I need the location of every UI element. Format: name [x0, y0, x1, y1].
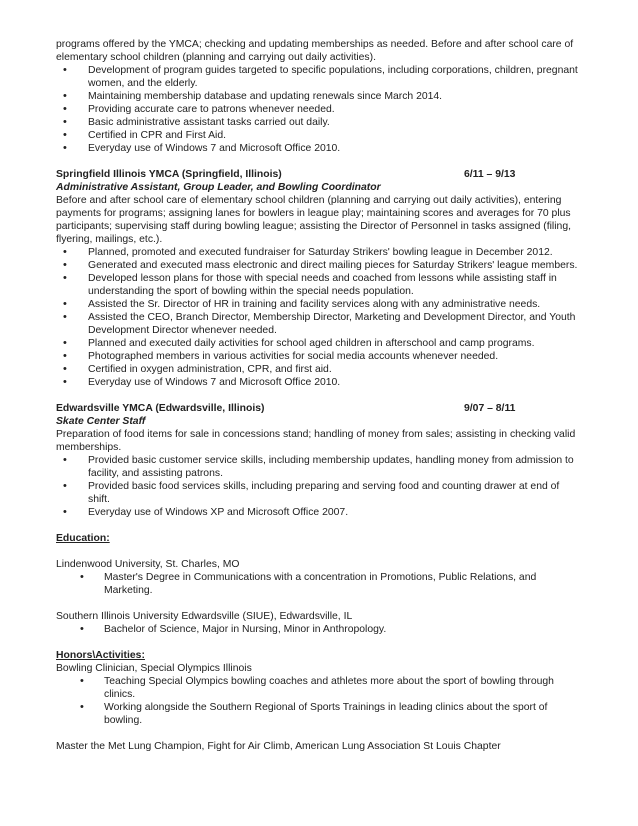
honors-heading: Honors\Activities: [56, 650, 145, 661]
job-dates: 9/07 – 8/11 [464, 403, 516, 414]
list-item: • Basic administrative assistant tasks carried out daily. [56, 116, 582, 129]
job-description: Before and after school care of elementary school children (planning and carrying out daily activities), entering payments for programs; assigning lanes for bowlers in league play; maintaining scores and averages for 70 plus participants; supervising staff during bowling league; assisting the Director of Personnel in tasks assigned (filing, flyering, mailings, etc.). [56, 195, 571, 245]
school-name: Lindenwood University, St. Charles, MO [56, 559, 240, 570]
degree-list [56, 623, 582, 636]
list-item: • Master's Degree in Communications with a concentration in Promotions, Public Relations, and Marketing. [56, 571, 582, 597]
list-item: • Photographed members in various activities for social media accounts whenever needed. [56, 350, 582, 363]
list-item: • Developed lesson plans for those with special needs and coached from lessons while assisting staff in understanding the sport of bowling within the special needs population. [56, 272, 582, 298]
resume-page [56, 38, 582, 753]
list-item: • Everyday use of Windows XP and Microsoft Office 2007. [56, 506, 582, 519]
degree-list [56, 571, 582, 597]
job-organization: Edwardsville YMCA (Edwardsville, Illinois) [56, 403, 265, 414]
job-description: Preparation of food items for sale in concessions stand; handling of money from sales; assisting in checking valid memberships. [56, 429, 576, 453]
intro-text: programs offered by the YMCA; checking and updating memberships as needed. Before and after school care of elementary school children (planning and carrying out daily activities). [56, 39, 574, 63]
job-role: Skate Center Staff [56, 416, 146, 427]
list-item: • Planned and executed daily activities for school aged children in afterschool and camp programs. [56, 337, 582, 350]
list-item: • Working alongside the Southern Regional of Sports Trainings in leading clinics about the sport of bowling. [56, 701, 582, 727]
job-bullet-list [56, 454, 582, 519]
honors-bullet-list [56, 675, 582, 727]
school-name: Southern Illinois University Edwardsville (SIUE), Edwardsville, IL [56, 611, 353, 622]
list-item: • Everyday use of Windows 7 and Microsoft Office 2010. [56, 142, 582, 155]
job-organization: Springfield Illinois YMCA (Springfield, Illinois) [56, 169, 282, 180]
list-item: • Assisted the CEO, Branch Director, Membership Director, Marketing and Development Director, and Youth Development Director whenever needed. [56, 311, 582, 337]
intro-bullet-list [56, 64, 582, 155]
list-item: • Providing accurate care to patrons whenever needed. [56, 103, 582, 116]
education-heading: Education: [56, 533, 110, 544]
list-item: • Assisted the Sr. Director of HR in training and facility services along with any administrative needs. [56, 298, 582, 311]
list-item: • Certified in CPR and First Aid. [56, 129, 582, 142]
list-item: • Everyday use of Windows 7 and Microsoft Office 2010. [56, 376, 582, 389]
list-item: • Maintaining membership database and updating renewals since March 2014. [56, 90, 582, 103]
job-header [56, 168, 582, 181]
list-item: • Development of program guides targeted to specific populations, including corporations, children, pregnant women, and the elderly. [56, 64, 582, 90]
honors-footer: Master the Met Lung Champion, Fight for Air Climb, American Lung Association St Louis Chapter [56, 741, 501, 752]
job-header [56, 402, 582, 415]
job-dates: 6/11 – 9/13 [464, 169, 516, 180]
list-item: • Provided basic customer service skills, including membership updates, handling money from admission to facility, and assisting patrons. [56, 454, 582, 480]
list-item: • Teaching Special Olympics bowling coaches and athletes more about the sport of bowling through clinics. [56, 675, 582, 701]
job-bullet-list [56, 246, 582, 389]
list-item: • Planned, promoted and executed fundraiser for Saturday Strikers' bowling league in December 2012. [56, 246, 582, 259]
list-item: • Provided basic food services skills, including preparing and serving food and counting drawer at end of shift. [56, 480, 582, 506]
job-role: Administrative Assistant, Group Leader, and Bowling Coordinator [56, 182, 381, 193]
list-item: • Generated and executed mass electronic and direct mailing pieces for Saturday Strikers' league members. [56, 259, 582, 272]
list-item: • Bachelor of Science, Major in Nursing, Minor in Anthropology. [56, 623, 582, 636]
list-item: • Certified in oxygen administration, CPR, and first aid. [56, 363, 582, 376]
honors-subtitle: Bowling Clinician, Special Olympics Illinois [56, 663, 252, 674]
